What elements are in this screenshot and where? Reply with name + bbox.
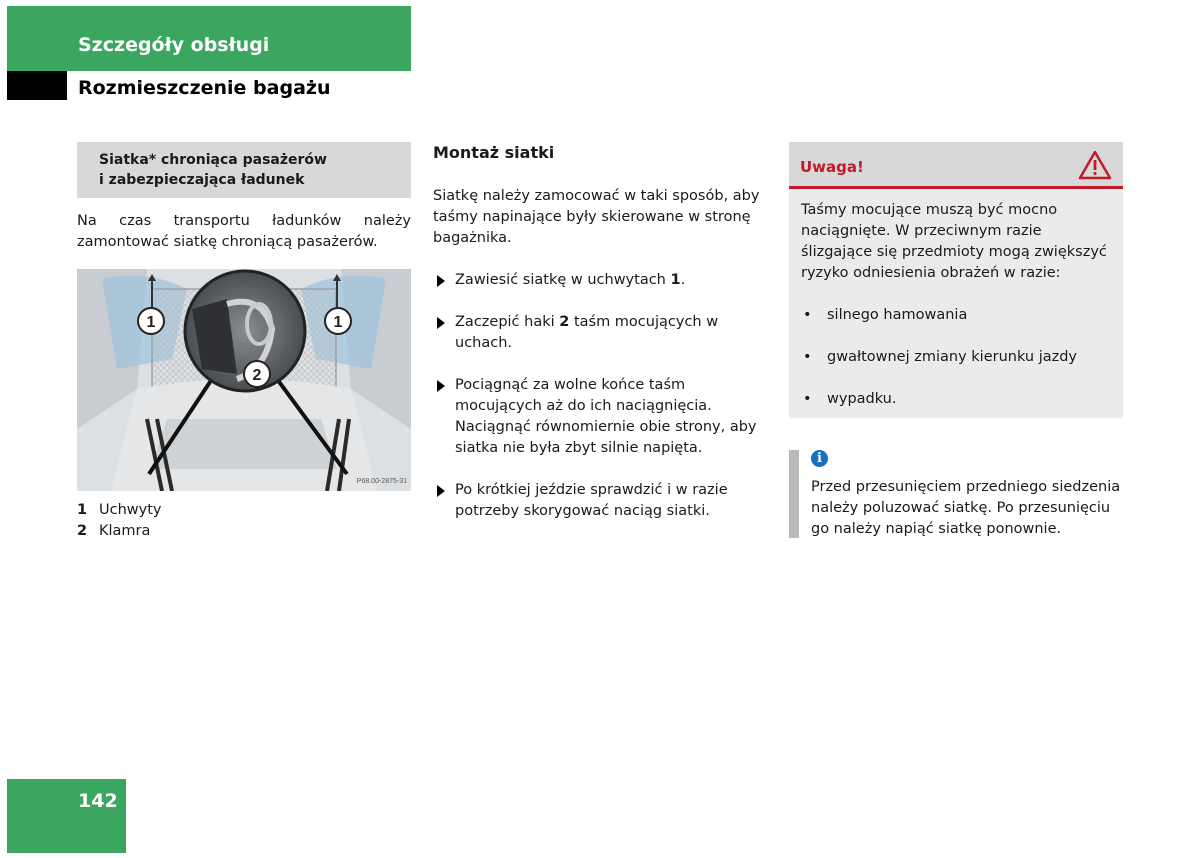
right-column bbox=[789, 142, 1123, 540]
warning-bullet-list bbox=[801, 305, 1111, 410]
legend-item: 2 Klamra bbox=[77, 523, 151, 539]
instruction-step: Zaczepić haki 2 taśm mocujących w uchach. bbox=[433, 312, 768, 354]
list-item: • silnego hamowania bbox=[801, 305, 1111, 326]
header-black-tab bbox=[7, 71, 67, 100]
info-text: Przed przesunięciem przedniego siedzenia należy poluzować siatkę. Po przesunięciu go należy napiąć siatkę ponownie. bbox=[811, 479, 1121, 537]
info-note bbox=[789, 450, 1123, 540]
instruction-step: Zawiesić siatkę w uchwytach 1. bbox=[433, 270, 768, 291]
callout-1-left: 1 bbox=[146, 314, 156, 331]
warning-triangle-icon bbox=[1078, 150, 1112, 180]
info-icon: i bbox=[811, 450, 828, 467]
section-title: Szczegóły obsługi bbox=[78, 34, 270, 56]
bullet-icon: • bbox=[803, 391, 812, 407]
left-column bbox=[77, 142, 411, 542]
instruction-step: Po krótkiej jeździe sprawdzić i w razie potrzeby skorygować naciąg siatki. bbox=[433, 480, 768, 522]
middle-column bbox=[433, 142, 768, 522]
left-intro-text: Na czas transportu ładunków należy zamontować siatkę chroniącą pasażerów. bbox=[77, 213, 411, 250]
bullet-icon: • bbox=[803, 307, 812, 323]
warning-body bbox=[789, 189, 1123, 418]
subsection-box bbox=[77, 142, 411, 198]
arrow-icon bbox=[437, 485, 445, 497]
callout-1-right: 1 bbox=[333, 314, 343, 331]
page-number: 142 bbox=[78, 790, 118, 812]
instruction-step: Pociągnąć za wolne końce taśm mocujących aż do ich naciągnięcia. Naciągnąć równomiernie obie strony, aby siatka nie była zbyt silnie napięta. bbox=[433, 375, 768, 459]
figure-legend bbox=[77, 500, 411, 542]
section-heading: Montaż siatki bbox=[433, 143, 555, 162]
subsection-title-line1: Siatka* chroniąca pasażerów bbox=[99, 152, 327, 168]
arrow-icon bbox=[437, 317, 445, 329]
cargo-net-illustration bbox=[77, 269, 411, 491]
list-item: • gwałtownej zmiany kierunku jazdy bbox=[801, 347, 1111, 368]
warning-header bbox=[789, 142, 1123, 189]
callout-2: 2 bbox=[252, 367, 262, 384]
info-sidebar bbox=[789, 450, 799, 538]
warning-text: Taśmy mocujące muszą być mocno naciągnięte. W przeciwnym razie ślizgające się przedmioty mogą zwiększyć ryzyko odniesienia obrażeń w razie: bbox=[801, 202, 1107, 281]
warning-label: Uwaga! bbox=[800, 158, 864, 176]
figure-code: P68.00-2875-31 bbox=[356, 478, 407, 485]
page-title: Rozmieszczenie bagażu bbox=[78, 77, 331, 99]
cargo-net-drawing bbox=[77, 269, 411, 491]
middle-intro-text: Siatkę należy zamocować w taki sposób, aby taśmy napinające były skierowane w stronę bagażnika. bbox=[433, 188, 760, 246]
legend-item: 1 Uchwyty bbox=[77, 502, 162, 518]
subsection-title-line2: i zabezpieczająca ładunek bbox=[99, 172, 305, 188]
list-item: • wypadku. bbox=[801, 389, 1111, 410]
bullet-icon: • bbox=[803, 349, 812, 365]
arrow-icon bbox=[437, 275, 445, 287]
arrow-icon bbox=[437, 380, 445, 392]
